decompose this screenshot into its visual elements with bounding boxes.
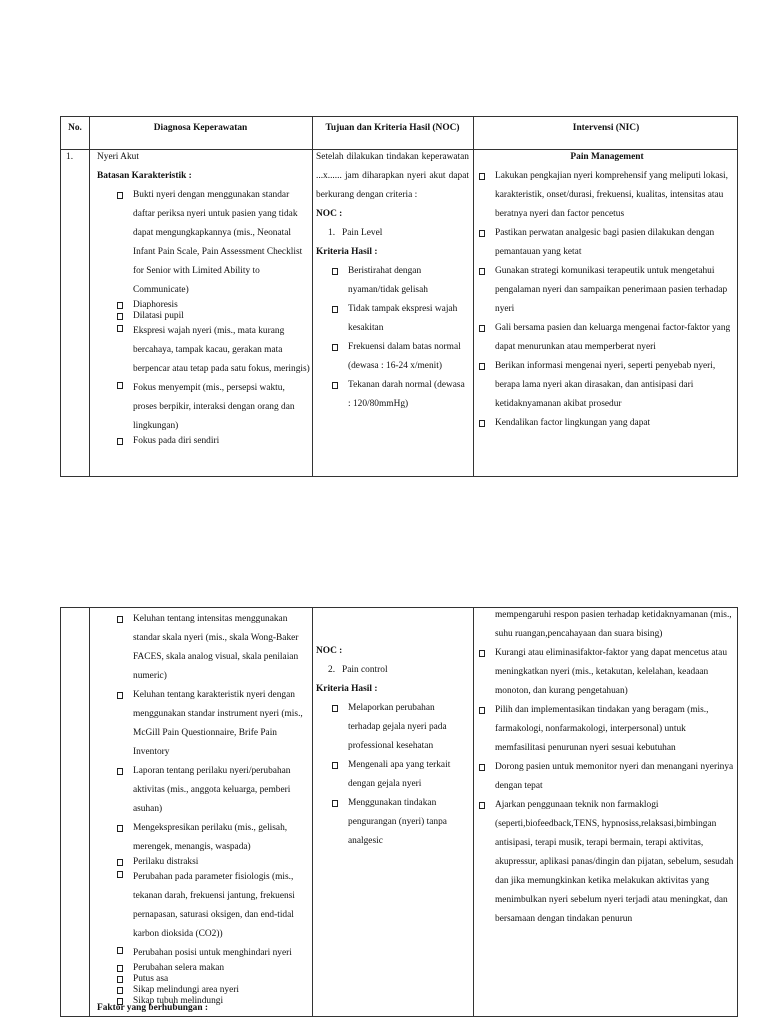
care-plan-table-page-2 [60, 607, 738, 1017]
tujuan-cell [316, 148, 469, 414]
checkbox-bullet-icon [332, 762, 338, 769]
column-divider [473, 117, 474, 476]
list-item: Fokus pada diri sendiri [115, 436, 310, 447]
list-item: Perubahan pada parameter fisiologis (mis., tekanan darah, frekuensi jantung, frekuensi pernapasan, saturasi oksigen, dan end-tidal karbon dioksida (CO2)) [115, 868, 311, 944]
checkbox-bullet-icon [117, 987, 123, 994]
diagnosis-title: Nyeri Akut [97, 152, 139, 162]
checkbox-bullet-icon [479, 707, 485, 714]
list-item: Fokus menyempit (mis., persepsi waktu, proses berpikir, interaksi dengan orang dan lingkungan) [115, 379, 310, 436]
column-divider [473, 608, 474, 1016]
list-item: Dorong pasien untuk memonitor nyeri dan menangani nyerinya dengan tepat [477, 758, 737, 796]
noc-item: 2. Pain control [328, 665, 388, 675]
list-item: Putus asa [115, 974, 311, 985]
checkbox-bullet-icon [479, 325, 485, 332]
header-intervensi: Intervensi (NIC) [572, 123, 640, 133]
list-item: Ekspresi wajah nyeri (mis., mata kurang bercahaya, tampak kacau, gerakan mata berpencar atau tetap pada satu fokus, meringis) [115, 322, 310, 379]
list-item: Laporan tentang perilaku nyeri/perubahan aktivitas (mis., anggota keluarga, pemberi asuhan) [115, 762, 311, 819]
batasan-karakteristik-heading: Batasan Karakteristik : [97, 171, 192, 181]
column-divider [312, 117, 313, 476]
list-item: Sikap melindungi area nyeri [115, 985, 311, 996]
tujuan-cell-continued [316, 642, 469, 851]
checkbox-bullet-icon [117, 768, 123, 775]
list-item: Perubahan posisi untuk menghindari nyeri [115, 944, 311, 963]
checkbox-bullet-icon [332, 268, 338, 275]
checkbox-bullet-icon [117, 302, 123, 309]
checkbox-bullet-icon [117, 692, 123, 699]
row-number: 1. [66, 152, 74, 162]
checkbox-bullet-icon [117, 325, 123, 332]
column-divider [89, 608, 90, 1016]
intervensi-cell-continued [477, 606, 737, 929]
list-item: Beristirahat dengan nyaman/tidak gelisah [330, 262, 469, 300]
intervensi-cell [477, 148, 737, 433]
checkbox-bullet-icon [117, 871, 123, 878]
list-item: Mengekspresikan perilaku (mis., gelisah, merengek, menangis, waspada) [115, 819, 311, 857]
checkbox-bullet-icon [332, 800, 338, 807]
list-item: Pastikan perwatan analgesic bagi pasien dilakukan dengan pemantauan yang ketat [477, 224, 737, 262]
checkbox-bullet-icon [117, 976, 123, 983]
checkbox-bullet-icon [332, 306, 338, 313]
noc-item: 1. Pain Level [328, 228, 383, 238]
checkbox-bullet-icon [479, 764, 485, 771]
kriteria-hasil-label: Kriteria Hasil : [316, 247, 378, 257]
list-item: Diaphoresis [115, 300, 310, 311]
checkbox-bullet-icon [479, 802, 485, 809]
noc-label: NOC : [316, 646, 343, 656]
checkbox-bullet-icon [479, 420, 485, 427]
checkbox-bullet-icon [117, 382, 123, 389]
checkbox-bullet-icon [479, 268, 485, 275]
list-item: Perubahan selera makan [115, 963, 311, 974]
list-item: Sikap tubuh melindungi [115, 996, 311, 1007]
diagnosa-cell-continued [115, 610, 311, 1007]
noc-label: NOC : [316, 209, 343, 219]
list-item: Mengenali apa yang terkait dengan gejala nyeri [330, 756, 469, 794]
tujuan-intro: Setelah dilakukan tindakan keperawatan ...x...... jam diharapkan nyeri akut dapat berkurang dengan criteria : [316, 152, 469, 200]
checkbox-bullet-icon [479, 173, 485, 180]
header-no: No. [68, 123, 82, 133]
list-item: Gunakan strategi komunikasi terapeutik untuk mengetahui pengalaman nyeri dan sampaikan penerimaan pasien terhadap nyeri [477, 262, 737, 319]
checkbox-bullet-icon [332, 344, 338, 351]
faktor-berhubungan-heading: Faktor yang berhubungan : [97, 1003, 209, 1013]
care-plan-table-page-1 [60, 116, 738, 477]
checkbox-bullet-icon [117, 192, 123, 199]
checkbox-bullet-icon [117, 859, 123, 866]
list-item: Kendalikan factor lingkungan yang dapat [477, 414, 737, 433]
checkbox-bullet-icon [479, 650, 485, 657]
intervensi-continuation: mempengaruhi respon pasien terhadap ketidaknyamanan (mis., suhu ruangan,pencahayaan dan suara bising) [495, 610, 732, 639]
list-item: Tidak tampak ekspresi wajah kesakitan [330, 300, 469, 338]
header-tujuan: Tujuan dan Kriteria Hasil (NOC) [325, 123, 460, 133]
list-item: Kurangi atau eliminasifaktor-faktor yang dapat mencetus atau meningkatkan nyeri (mis., ketakutan, kelelahan, keadaan monoton, dan kurang pengetahuan) [477, 644, 737, 701]
list-item: Pilih dan implementasikan tindakan yang beragam (mis., farmakologi, nonfarmakologi, interpersonal) untuk memfasilitasi penurunan nyeri sesuai kebutuhan [477, 701, 737, 758]
checkbox-bullet-icon [117, 313, 123, 320]
list-item: Lakukan pengkajian nyeri komprehensif yang meliputi lokasi, karakteristik, onset/durasi, frekuensi, kualitas, intensitas atau beratnya nyeri dan factor pencetus [477, 167, 737, 224]
column-divider [89, 117, 90, 476]
list-item: Ajarkan penggunaan teknik non farmaklogi (seperti,biofeedback,TENS, hypnosiss,relaksasi,bimbingan antisipasi, terapi musik, terapi bermain, terapi aktivitas, akupressur, aplikasi panas/dingin dan pijatan, sebelum, sesudah dan jika memungkinkan ketika melakukan aktivitas yang menimbulkan nyeri sebelum nyeri terjadi atau meningkat, dan bersamaan dengan tindakan penurun [477, 796, 737, 929]
checkbox-bullet-icon [117, 438, 123, 445]
list-item: Melaporkan perubahan terhadap gejala nyeri pada professional kesehatan [330, 699, 469, 756]
column-divider [312, 608, 313, 1016]
list-item: Tekanan darah normal (dewasa : 120/80mmHg) [330, 376, 469, 414]
checkbox-bullet-icon [117, 616, 123, 623]
checkbox-bullet-icon [117, 947, 123, 954]
diagnosa-cell [97, 148, 310, 447]
list-item: Berikan informasi mengenai nyeri, seperti penyebab nyeri, berapa lama nyeri akan dirasakan, dan antisipasi dari ketidaknyamanan akibat prosedur [477, 357, 737, 414]
list-item: Gali bersama pasien dan keluarga mengenai factor-faktor yang dapat menurunkan atau memperberat nyeri [477, 319, 737, 357]
list-item: Bukti nyeri dengan menggunakan standar daftar periksa nyeri untuk pasien yang tidak dapat mengungkapkannya (mis., Neonatal Infant Pain Scale, Pain Assessment Checklist for Senior with Limited Ability to Communicate) [115, 186, 310, 300]
list-item: Perilaku distraksi [115, 857, 311, 868]
pain-management-title: Pain Management [570, 152, 644, 162]
checkbox-bullet-icon [332, 382, 338, 389]
checkbox-bullet-icon [117, 965, 123, 972]
header-diagnosa: Diagnosa Keperawatan [153, 123, 248, 133]
kriteria-hasil-label: Kriteria Hasil : [316, 684, 378, 694]
list-item: Frekuensi dalam batas normal (dewasa : 16-24 x/menit) [330, 338, 469, 376]
list-item: Menggunakan tindakan pengurangan (nyeri) tanpa analgesic [330, 794, 469, 851]
list-item: Keluhan tentang karakteristik nyeri dengan menggunakan standar instrument nyeri (mis., McGill Pain Questionnaire, Brife Pain Inventory [115, 686, 311, 762]
checkbox-bullet-icon [117, 825, 123, 832]
checkbox-bullet-icon [479, 230, 485, 237]
list-item: Keluhan tentang intensitas menggunakan standar skala nyeri (mis., skala Wong-Baker FACES, skala analog visual, skala penilaian numeric) [115, 610, 311, 686]
checkbox-bullet-icon [332, 705, 338, 712]
checkbox-bullet-icon [479, 363, 485, 370]
list-item: Dilatasi pupil [115, 311, 310, 322]
